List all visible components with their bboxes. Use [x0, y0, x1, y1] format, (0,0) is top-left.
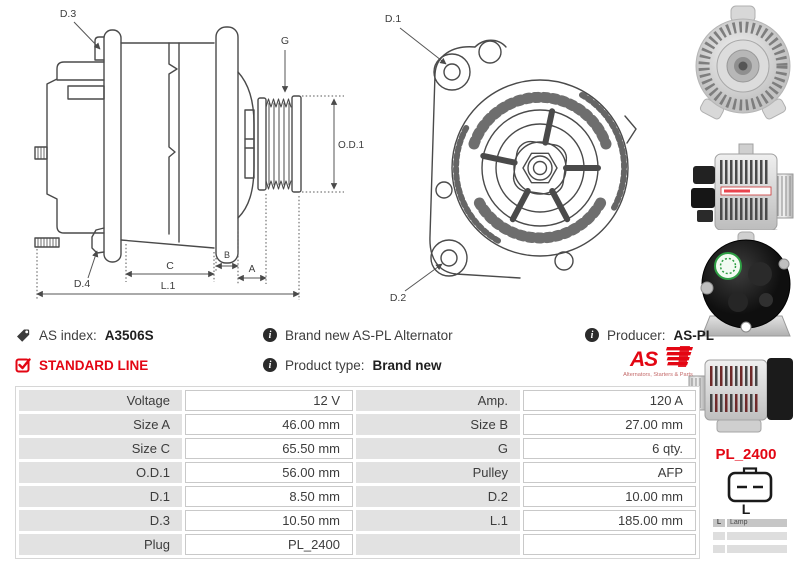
as-pl-logo	[620, 344, 696, 380]
dim-label-d1: D.1	[384, 13, 402, 25]
legend-row	[713, 532, 787, 540]
spec-value: 185.00 mm	[523, 510, 696, 531]
spec-label: Voltage	[19, 390, 182, 411]
dim-label-b: B	[223, 250, 231, 260]
legend-pin	[713, 532, 725, 540]
spec-label: L.1	[356, 510, 520, 531]
spec-label: Size B	[356, 414, 520, 435]
producer-row	[585, 326, 714, 344]
spec-value: 6 qty.	[523, 438, 696, 459]
spec-label: Amp.	[356, 390, 520, 411]
spec-value	[523, 534, 696, 555]
dim-label-a: A	[248, 264, 256, 275]
legend-desc	[727, 532, 787, 540]
spec-value: 10.50 mm	[185, 510, 353, 531]
producer-label: Producer:	[607, 327, 666, 343]
info-icon: i	[263, 328, 277, 342]
as-index-label: AS index:	[39, 327, 97, 343]
spec-value: 27.00 mm	[523, 414, 696, 435]
product-type-label: Product type:	[285, 357, 365, 373]
checkbox-checked-icon	[15, 357, 31, 373]
spec-value: 56.00 mm	[185, 462, 353, 483]
product-type-value: Brand new	[372, 357, 442, 373]
spec-value: 10.00 mm	[523, 486, 696, 507]
product-photo-side-2[interactable]	[687, 350, 799, 438]
dim-label-c: C	[166, 260, 174, 272]
plug-name: PL_2400	[715, 446, 777, 463]
spec-value: PL_2400	[185, 534, 353, 555]
spec-label: Plug	[19, 534, 182, 555]
as-index-row	[15, 326, 154, 344]
spec-label	[356, 534, 520, 555]
spec-label: D.1	[19, 486, 182, 507]
spec-value: 65.50 mm	[185, 438, 353, 459]
spec-value: AFP	[523, 462, 696, 483]
spec-label: D.2	[356, 486, 520, 507]
producer-value: AS-PL	[673, 327, 715, 343]
plug-connector-icon	[727, 467, 773, 503]
legend-row	[713, 519, 787, 527]
legend-pin: L	[713, 519, 725, 527]
spec-label: Size A	[19, 414, 182, 435]
spec-value: 12 V	[185, 390, 353, 411]
side-view-drawing	[18, 0, 370, 318]
as-pl-logo-text: AS	[630, 348, 658, 371]
brand-new-text: Brand new AS-PL Alternator	[285, 327, 453, 343]
spec-label: G	[356, 438, 520, 459]
spec-value: 46.00 mm	[185, 414, 353, 435]
as-pl-logo-tagline: Alternators, Starters & Parts	[623, 372, 693, 378]
standard-line-label: STANDARD LINE	[39, 357, 149, 373]
plug-pin-label: L	[741, 501, 751, 517]
legend-desc: Lamp	[727, 519, 787, 527]
dim-label-d3: D.3	[59, 8, 77, 20]
dim-label-g: G	[280, 35, 290, 47]
front-view-drawing	[372, 0, 672, 318]
spec-value: 8.50 mm	[185, 486, 353, 507]
tag-icon	[15, 327, 31, 343]
spec-label: D.3	[19, 510, 182, 531]
spec-table	[15, 386, 700, 559]
spec-value: 120 A	[523, 390, 696, 411]
dim-label-d4: D.4	[73, 278, 91, 290]
dim-label-d2: D.2	[389, 292, 407, 304]
plug-legend	[713, 519, 787, 553]
dim-label-od1: O.D.1	[338, 140, 365, 151]
product-type-row	[263, 356, 442, 374]
spec-label: O.D.1	[19, 462, 182, 483]
legend-row	[713, 545, 787, 553]
info-icon: i	[585, 328, 599, 342]
info-icon: i	[263, 358, 277, 372]
as-index-value: A3506S	[104, 327, 154, 343]
legend-desc	[727, 545, 787, 553]
dim-label-l1: L.1	[160, 280, 176, 292]
spec-label: Size C	[19, 438, 182, 459]
spec-label: Pulley	[356, 462, 520, 483]
legend-pin	[713, 545, 725, 553]
product-photo-front[interactable]	[693, 2, 793, 134]
brand-new-row	[263, 326, 453, 344]
standard-line-row	[15, 356, 148, 374]
